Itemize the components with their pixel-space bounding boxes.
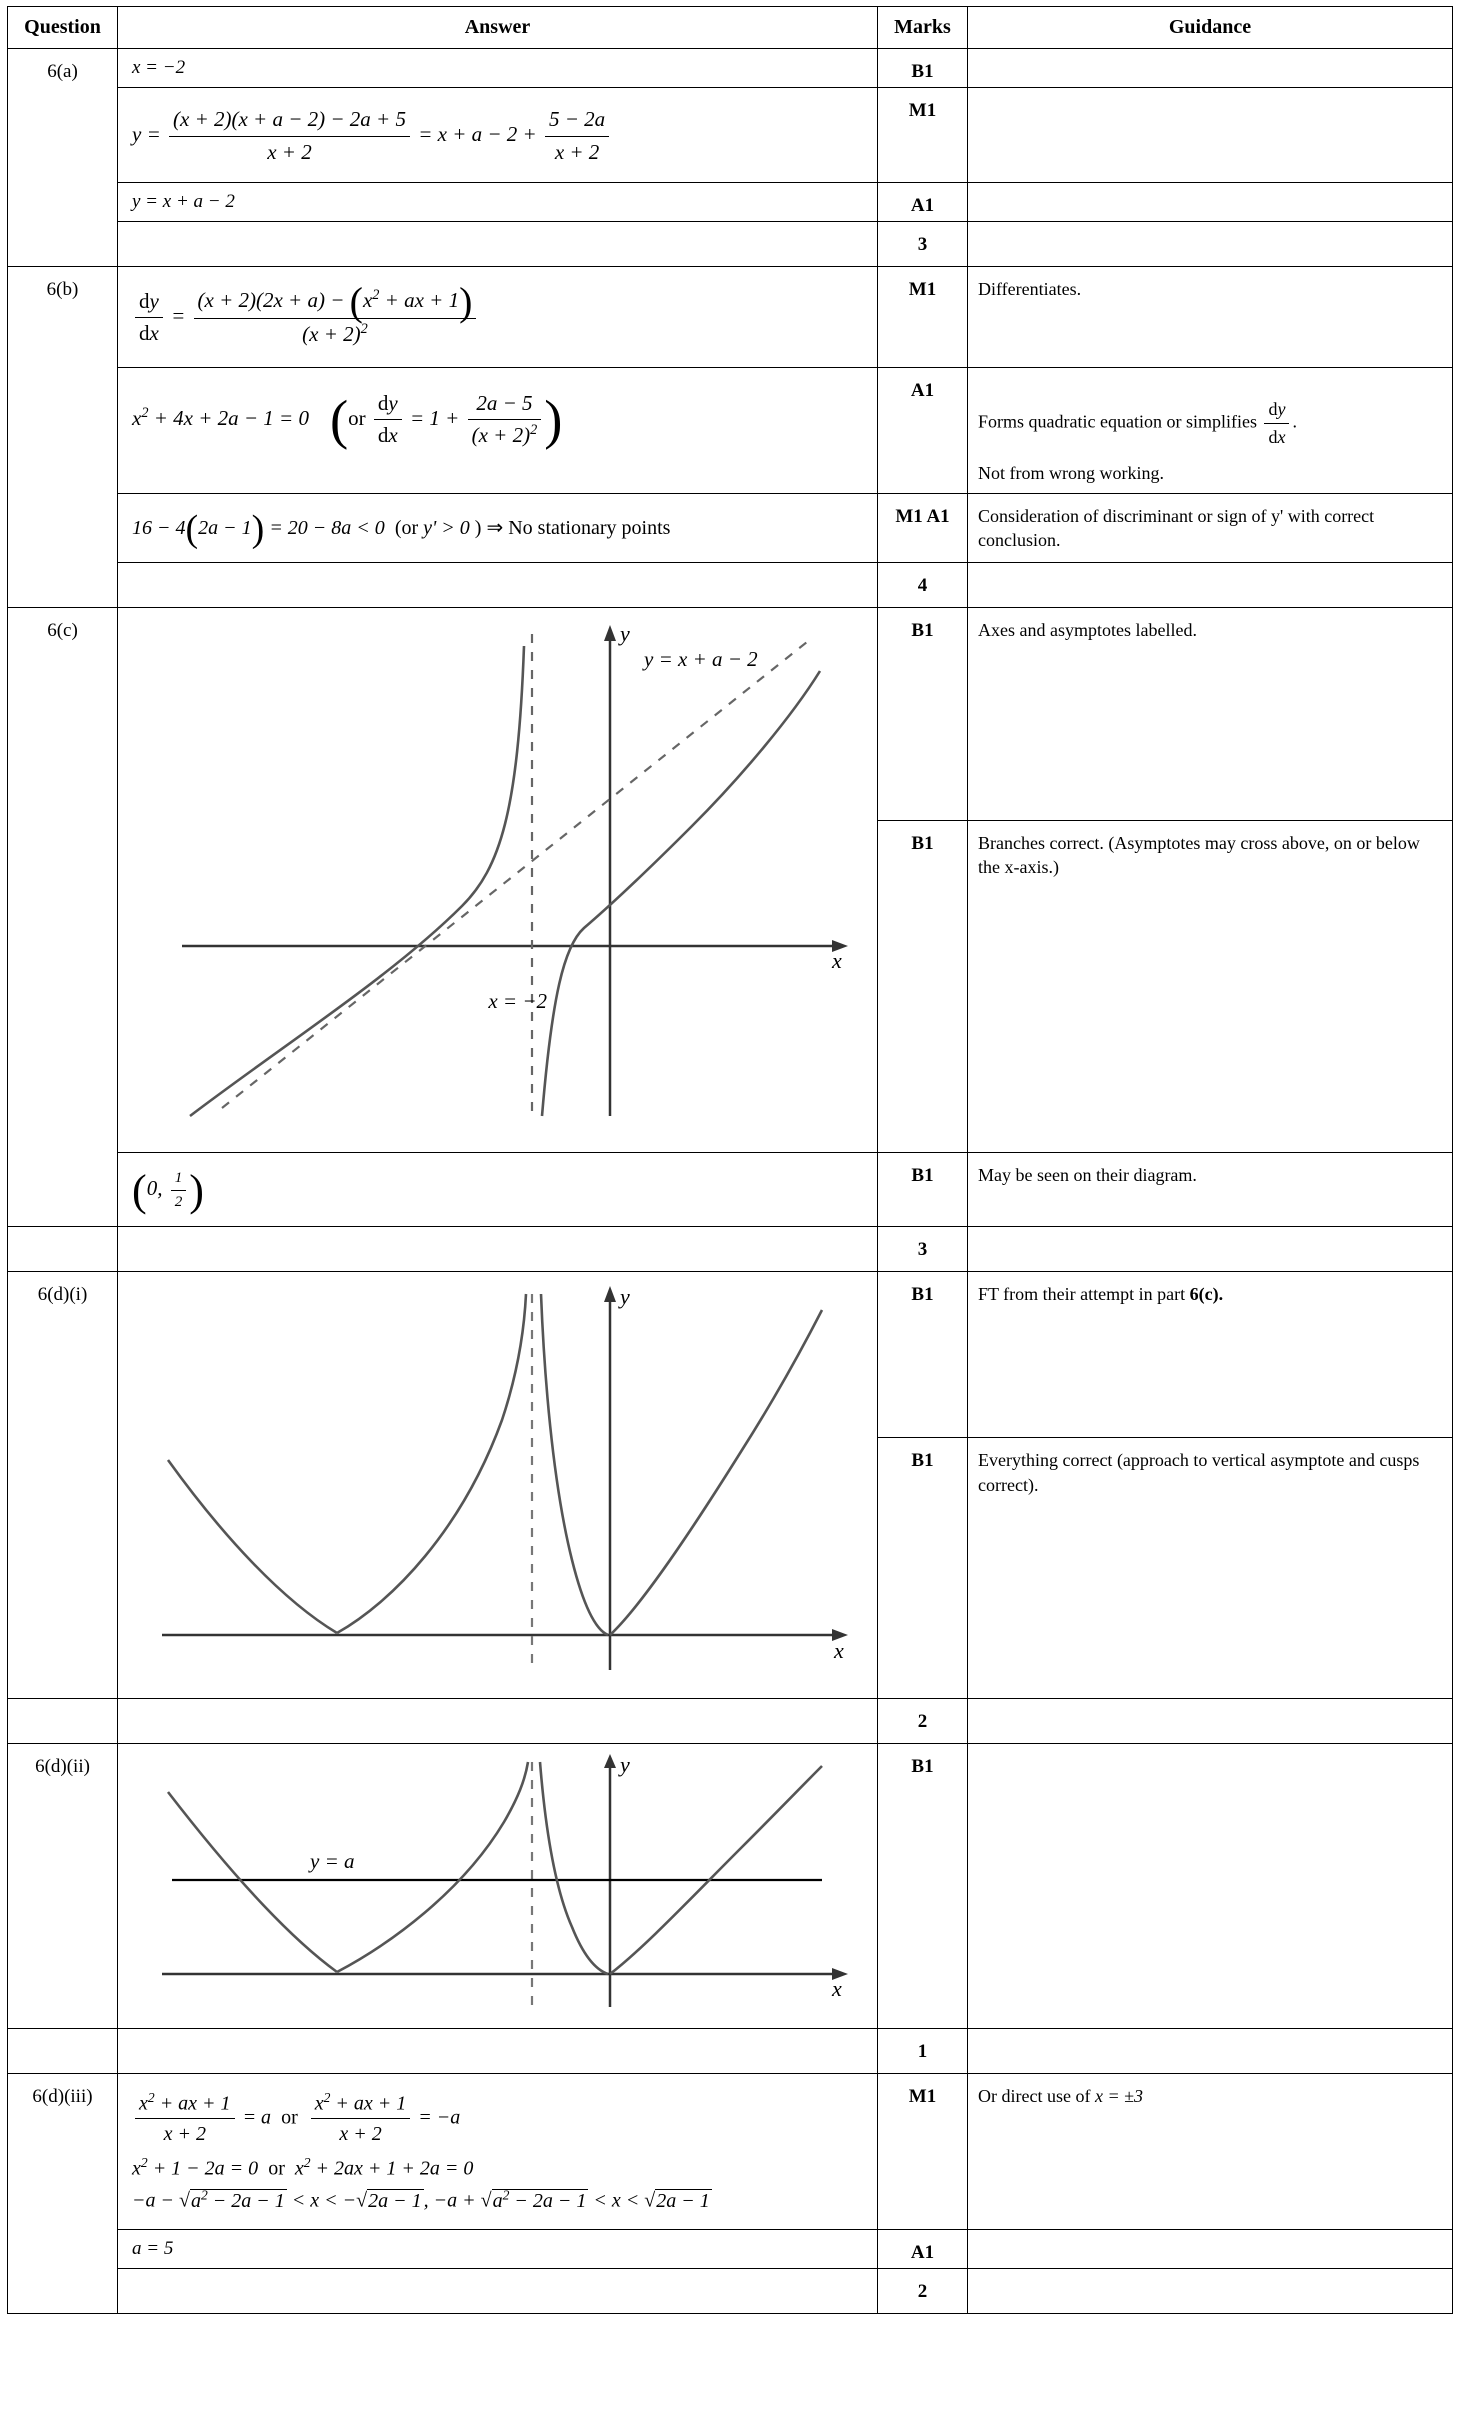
y-axis-arrow bbox=[604, 625, 616, 641]
answer-cell bbox=[118, 2073, 878, 2229]
answer-expression-line2: $x^2 + 1 - 2a = 0$ or $x^2 + 2ax + 1 + 2a = 0$ bbox=[132, 2155, 474, 2181]
curve-left-cusp-up bbox=[337, 1294, 526, 1633]
guidance-cell bbox=[968, 49, 1453, 88]
graph-c-y-label: y bbox=[620, 621, 630, 647]
marks-total: 1 bbox=[878, 2028, 968, 2073]
answer-cell bbox=[118, 2268, 878, 2313]
answer-point: (0, $\frac{1}{2}$ ) bbox=[132, 1165, 204, 1215]
answer-expression: a = 5 bbox=[132, 2237, 174, 2259]
answer-expression-rendered: $\frac{x^2 + ax + 1}{x + 2}$ = a or $\frac{x^2 + ax + 1}{x + 2}$ = −a bbox=[132, 2082, 865, 2152]
guidance-cell: Branches correct. (Asymptotes may cross above, on or below the x-axis.) bbox=[968, 821, 1453, 1153]
answer-cell bbox=[118, 1153, 878, 1226]
table-row-total bbox=[8, 1226, 1453, 1271]
answer-cell bbox=[118, 49, 878, 88]
answer-cell bbox=[118, 563, 878, 608]
curve-middle-branch bbox=[540, 1762, 608, 1974]
table-row bbox=[8, 493, 1453, 562]
marks-total: 2 bbox=[878, 1698, 968, 1743]
answer-cell bbox=[118, 267, 878, 368]
graph-c-vertical-label: x = −2 bbox=[488, 989, 547, 1014]
answer-cell bbox=[118, 183, 878, 222]
question-label: 6(c) bbox=[8, 608, 118, 1226]
answer-cell bbox=[118, 2028, 878, 2073]
answer-graph-di bbox=[118, 1271, 878, 1698]
marks-cell: M1 bbox=[878, 88, 968, 183]
guidance-text-line2: Not from wrong working. bbox=[978, 462, 1164, 483]
y-axis-arrow bbox=[604, 1286, 616, 1302]
question-label: 6(d)(i) bbox=[8, 1271, 118, 1698]
marks-total: 2 bbox=[878, 2268, 968, 2313]
graph-di-y-label: y bbox=[620, 1283, 630, 1309]
guidance-expression: x = ±3 bbox=[1094, 2085, 1143, 2106]
oblique-asymptote-line bbox=[222, 638, 812, 1108]
graph-dii-horizontal-label: y = a bbox=[310, 1848, 355, 1873]
guidance-cell bbox=[968, 2028, 1453, 2073]
header-guidance: Guidance bbox=[968, 7, 1453, 49]
marks-total: 4 bbox=[878, 563, 968, 608]
graph-dii-x-label: x bbox=[832, 1975, 842, 2001]
guidance-cell: Everything correct (approach to vertical asymptote and cusps correct). bbox=[968, 1438, 1453, 1698]
graph-di-x-label: x bbox=[834, 1637, 844, 1663]
table-row bbox=[8, 1743, 1453, 2028]
answer-expression-rendered: 16 − 4(2a − 1) = 20 − 8a < 0 (or y' > 0 ) ⇒ No stationary points bbox=[132, 507, 671, 550]
guidance-derivative-symbol: $\frac{dy}{dx}$ bbox=[1261, 396, 1292, 451]
table-row-total bbox=[8, 222, 1453, 267]
guidance-cell bbox=[968, 88, 1453, 183]
marks-cell: B1 bbox=[878, 1271, 968, 1438]
curve-right-arm bbox=[610, 1310, 822, 1635]
curve-middle-branch bbox=[541, 1294, 608, 1635]
table-row bbox=[8, 608, 1453, 821]
curve-left-branch bbox=[190, 646, 524, 1116]
table-row bbox=[8, 2229, 1453, 2268]
guidance-text-line1: Forms quadratic equation or simplifies bbox=[978, 411, 1257, 432]
guidance-cell bbox=[968, 1226, 1453, 1271]
answer-cell bbox=[118, 1698, 878, 1743]
marks-cell: M1 bbox=[878, 267, 968, 368]
mark-scheme-sheet bbox=[0, 6, 1460, 2314]
answer-cell bbox=[118, 367, 878, 493]
graph-dii-y-label: y bbox=[620, 1751, 630, 1777]
question-cell-empty bbox=[8, 2028, 118, 2073]
answer-cell bbox=[118, 222, 878, 267]
curve-left-arm bbox=[168, 1460, 337, 1633]
marks-cell: A1 bbox=[878, 2229, 968, 2268]
table-row bbox=[8, 367, 1453, 493]
marks-cell: A1 bbox=[878, 183, 968, 222]
answer-expression-rendered: y = $\frac{(x + 2)(x + a - 2) - 2a + 5}{x + 2}$ = x + a − 2 + $\frac{5 - 2a}{x + 2}$ bbox=[132, 96, 865, 174]
answer-graph-dii bbox=[118, 1743, 878, 2028]
guidance-text-line1-tail: . bbox=[1292, 411, 1297, 432]
curve-left-arm bbox=[168, 1792, 337, 1972]
guidance-cell bbox=[968, 2268, 1453, 2313]
marks-cell: M1 bbox=[878, 2073, 968, 2229]
answer-expression: x = −2 bbox=[132, 57, 186, 78]
marks-cell: B1 bbox=[878, 49, 968, 88]
guidance-cell bbox=[968, 367, 1453, 493]
marks-cell: B1 bbox=[878, 1743, 968, 2028]
table-row bbox=[8, 88, 1453, 183]
marks-cell: B1 bbox=[878, 608, 968, 821]
header-marks: Marks bbox=[878, 7, 968, 49]
question-cell-empty bbox=[8, 1226, 118, 1271]
header-answer: Answer bbox=[118, 7, 878, 49]
table-row bbox=[8, 2073, 1453, 2229]
header-question: Question bbox=[8, 7, 118, 49]
guidance-cell: Consideration of discriminant or sign of y' with correct conclusion. bbox=[968, 493, 1453, 562]
table-row bbox=[8, 183, 1453, 222]
answer-cell bbox=[118, 493, 878, 562]
graph-di-svg bbox=[132, 1280, 890, 1690]
table-row bbox=[8, 49, 1453, 88]
guidance-cell bbox=[968, 2229, 1453, 2268]
marks-cell: B1 bbox=[878, 821, 968, 1153]
table-header-row bbox=[8, 7, 1453, 49]
guidance-cell bbox=[968, 222, 1453, 267]
graph-c-x-label: x bbox=[832, 948, 842, 974]
guidance-cell bbox=[968, 1698, 1453, 1743]
table-row bbox=[8, 267, 1453, 368]
table-row-total bbox=[8, 2268, 1453, 2313]
answer-graph-c bbox=[118, 608, 878, 1153]
curve-right-branch bbox=[542, 671, 820, 1116]
answer-expression-line3: $-a - √a^2 - 2a - 1 < x < -√2a - 1$ , $-a + √a^2 - 2a - 1 < x < √2a - 1$ bbox=[132, 2187, 710, 2212]
answer-cell bbox=[118, 1226, 878, 1271]
question-cell-empty bbox=[8, 1698, 118, 1743]
table-row-total bbox=[8, 2028, 1453, 2073]
guidance-cell bbox=[968, 183, 1453, 222]
marks-cell: B1 bbox=[878, 1153, 968, 1226]
table-row bbox=[8, 1271, 1453, 1438]
marks-cell: A1 bbox=[878, 367, 968, 493]
question-label: 6(d)(ii) bbox=[8, 1743, 118, 2028]
graph-dii-svg bbox=[132, 1752, 890, 2020]
guidance-cell bbox=[968, 563, 1453, 608]
marks-cell: M1 A1 bbox=[878, 493, 968, 562]
y-axis-arrow bbox=[604, 1754, 616, 1768]
question-label: 6(a) bbox=[8, 49, 118, 267]
curve-left-cusp-up bbox=[337, 1762, 528, 1972]
question-label: 6(d)(iii) bbox=[8, 2073, 118, 2313]
answer-cell bbox=[118, 88, 878, 183]
answer-expression: y = x + a − 2 bbox=[132, 191, 235, 212]
graph-c-oblique-label: y = x + a − 2 bbox=[644, 647, 758, 672]
guidance-cell: Differentiates. bbox=[968, 267, 1453, 368]
curve-right-arm bbox=[610, 1766, 822, 1974]
marks-total: 3 bbox=[878, 222, 968, 267]
answer-expression-rendered: $x^2 + 4x + 2a - 1 = 0$ (or $\frac{dy}{dx}$ = 1 + $\frac{2a - 5}{(x + 2)^2}$ ) bbox=[132, 388, 563, 450]
marks-cell: B1 bbox=[878, 1438, 968, 1698]
question-label: 6(b) bbox=[8, 267, 118, 608]
guidance-text: Or direct use of bbox=[978, 2085, 1095, 2106]
guidance-cell: May be seen on their diagram. bbox=[968, 1153, 1453, 1226]
guidance-cell: FT from their attempt in part 6(c). bbox=[968, 1271, 1453, 1438]
guidance-cell: Axes and asymptotes labelled. bbox=[968, 608, 1453, 821]
graph-c-svg bbox=[132, 616, 890, 1144]
guidance-cell bbox=[968, 2073, 1453, 2229]
answer-expression-rendered: $\frac{dy}{dx}$ = $\frac{(x + 2)(2x + a) - (x^2 + ax + 1)}{(x + 2)^2}$ bbox=[132, 275, 865, 359]
mark-scheme-table bbox=[7, 6, 1453, 2314]
table-row-total bbox=[8, 563, 1453, 608]
table-row-total bbox=[8, 1698, 1453, 1743]
table-row bbox=[8, 1153, 1453, 1226]
answer-cell bbox=[118, 2229, 878, 2268]
marks-total: 3 bbox=[878, 1226, 968, 1271]
guidance-cell bbox=[968, 1743, 1453, 2028]
